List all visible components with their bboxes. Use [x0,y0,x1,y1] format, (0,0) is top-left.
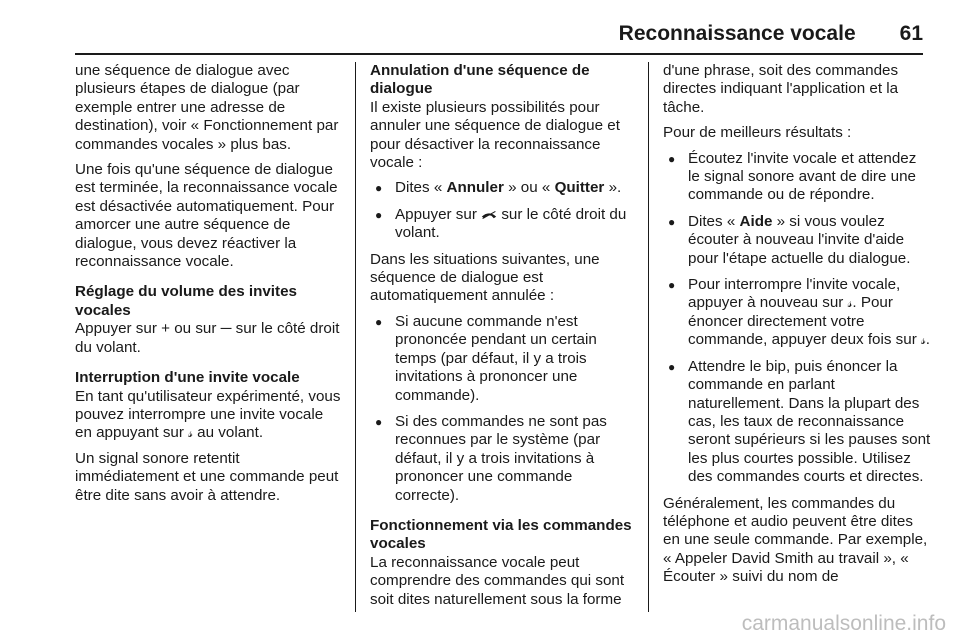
list-item: ● Si aucune commande n'est prononcée pendant un certain temps (par défaut, il y a trois invitations à prononcer une commande). [370,313,636,405]
section-heading-volume: Réglage du volume des invites vocales [75,283,297,319]
plus-icon: + [161,320,170,338]
paragraph: une séquence de dialogue avec plusieurs étapes de dialogue (par exemple entrer une adresse de destination), voir « Fonctionnement par commandes vocales » plus bas. [75,62,339,153]
voice-button-icon: 𝓈 [847,295,853,311]
paragraph: Un signal sonore retentit immédiatement et une commande peut être dite sans avoir à attendre. [75,449,339,504]
auto-cancel-list [370,313,636,505]
list-item: ● Si des commandes ne sont pas reconnues par le système (par défaut, il y a trois invitations à prononcer une commande correcte). [370,413,636,505]
voice-button-icon: 𝓈 [921,332,926,348]
paragraph: d'une phrase, soit des commandes directes indiquant l'application et la tâche. [663,62,899,116]
list-item: ● Pour interrompre l'invite vocale, appuyer à nouveau sur 𝓈. Pour énoncer directement votre commande, appuyer deux fois sur 𝓈. [663,276,931,350]
cancel-list [370,179,636,242]
section-heading-voice-commands: Fonctionnement via les commandes vocales [370,516,632,553]
page-header [619,22,923,46]
column-divider-1 [355,62,356,612]
list-item: ● Dites « Annuler » ou « Quitter ». [370,179,636,197]
list-item: ● Appuyer sur sur le côté droit du volant. [370,206,636,243]
column-1 [75,62,343,512]
paragraph-interrupt: En tant qu'utilisateur expérimenté, vous pouvez interrompre une invite vocale en appuyant sur 𝓈 au volant. [75,387,341,442]
page-number: 61 [899,22,923,45]
column-divider-2 [648,62,649,612]
section-heading-cancel: Annulation d'une séquence de dialogue [370,62,590,98]
section-heading-interrupt: Interruption d'une invite vocale [75,369,300,387]
column-2 [370,62,636,616]
header-rule [75,53,923,55]
paragraph: Dans les situations suivantes, une séquence de dialogue est automatiquement annulée : [370,250,600,305]
watermark: carmanualsonline.info [741,612,946,635]
list-item: ● Écoutez l'invite vocale et attendez le signal sonore avant de dire une commande ou de répondre. [663,150,931,205]
page-title: Reconnaissance vocale [618,22,856,45]
paragraph: La reconnaissance vocale peut comprendre des commandes qui sont soit dites naturellement sous la forme [370,553,625,608]
tips-list [663,150,931,487]
paragraph-volume: Appuyer sur + ou sur ─ sur le côté droit du volant. [75,320,340,356]
minus-icon: ─ [220,320,232,338]
paragraph: Généralement, les commandes du téléphone et audio peuvent être dites en une seule commande. Par exemple, « Appeler David Smith au travail », « Écouter » suivi du nom de [663,494,928,586]
list-item: ● Dites « Aide » si vous voulez écouter à nouveau l'invite d'aide pour l'étape actuelle du dialogue. [663,213,931,268]
paragraph: Il existe plusieurs possibilités pour annuler une séquence de dialogue et pour désactiver la reconnaissance vocale : [370,98,620,172]
phone-hangup-icon [481,210,497,220]
voice-button-icon: 𝓈 [188,425,193,441]
paragraph: Pour de meilleurs résultats : [663,124,852,142]
list-item: ● Attendre le bip, puis énoncer la commande en parlant naturellement. Dans la plupart des cas, les taux de reconnaissance seront supérieurs si les pauses sont les plus courtes possible. Utilisez des commandes courts et directes. [663,358,931,487]
column-3 [663,62,931,594]
paragraph: Une fois qu'une séquence de dialogue est terminée, la reconnaissance vocale est désactivée automatiquement. Pour amorcer une autre séquence de dialogue, vous devez réactiver la reconnaissance vocale. [75,161,338,271]
